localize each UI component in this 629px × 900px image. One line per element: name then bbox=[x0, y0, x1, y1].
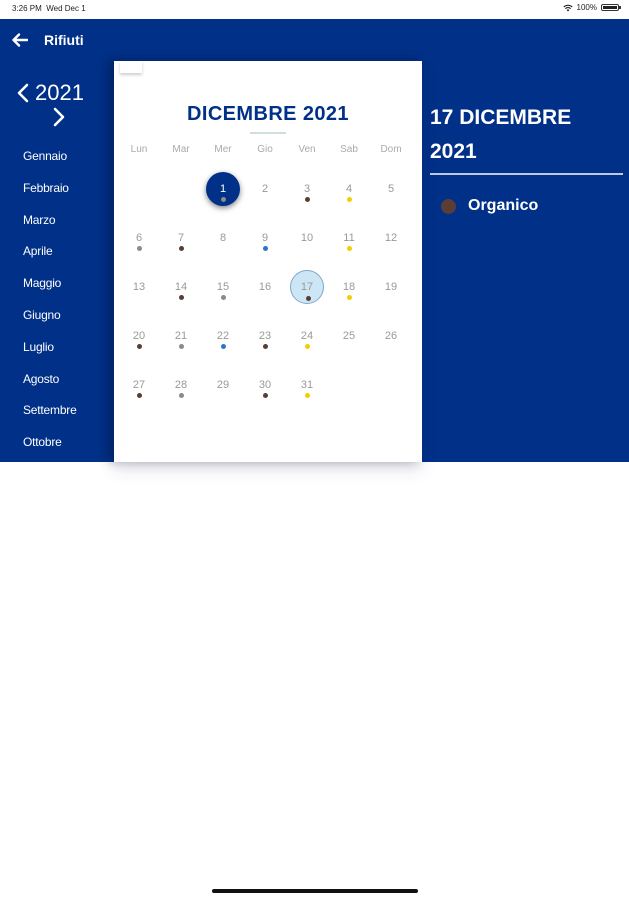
calendar-day[interactable] bbox=[206, 270, 240, 304]
day-number: 2 bbox=[261, 183, 269, 195]
event-item bbox=[441, 197, 538, 215]
calendar-day[interactable] bbox=[164, 221, 198, 255]
day-number: 12 bbox=[384, 232, 398, 244]
waste-collection-dot bbox=[305, 344, 310, 349]
calendar-day[interactable] bbox=[248, 270, 282, 304]
calendar-day[interactable] bbox=[290, 172, 324, 206]
calendar-day[interactable] bbox=[164, 319, 198, 353]
weekday-label: Mer bbox=[214, 144, 232, 155]
weekday-label: Mar bbox=[172, 144, 190, 155]
waste-collection-dot bbox=[179, 344, 184, 349]
month-list bbox=[23, 149, 77, 462]
month-item[interactable]: Maggio bbox=[23, 276, 62, 291]
calendar-day[interactable] bbox=[122, 319, 156, 353]
event-color-dot bbox=[441, 199, 456, 214]
detail-date-day-month: 17 DICEMBRE bbox=[430, 106, 572, 129]
day-detail-panel bbox=[430, 61, 629, 462]
calendar-day[interactable] bbox=[374, 221, 408, 255]
battery-percent: 100% bbox=[576, 3, 597, 12]
calendar-title: DICEMBRE 2021 bbox=[187, 103, 349, 125]
calendar-day[interactable] bbox=[332, 221, 366, 255]
weekday-label: Dom bbox=[380, 144, 402, 155]
calendar-card bbox=[114, 61, 422, 462]
home-indicator bbox=[212, 889, 418, 893]
day-number: 25 bbox=[342, 330, 356, 342]
day-number: 5 bbox=[387, 183, 395, 195]
waste-collection-dot bbox=[137, 393, 142, 398]
calendar-day[interactable] bbox=[248, 368, 282, 402]
day-number: 27 bbox=[132, 379, 146, 391]
day-number: 1 bbox=[219, 183, 227, 195]
waste-collection-dot bbox=[263, 393, 268, 398]
waste-collection-dot bbox=[137, 344, 142, 349]
waste-collection-dot bbox=[305, 197, 310, 202]
main-content bbox=[0, 61, 629, 462]
month-item[interactable]: Giugno bbox=[23, 307, 61, 322]
calendar-day[interactable] bbox=[374, 270, 408, 304]
calendar-day[interactable] bbox=[206, 172, 240, 206]
battery-icon bbox=[601, 4, 619, 11]
waste-collection-dot bbox=[179, 246, 184, 251]
day-number: 10 bbox=[300, 232, 314, 244]
day-number: 9 bbox=[261, 232, 269, 244]
day-number: 19 bbox=[384, 281, 398, 293]
card-tab bbox=[120, 61, 142, 73]
day-number: 11 bbox=[343, 232, 355, 244]
day-number: 20 bbox=[132, 330, 146, 342]
back-button[interactable] bbox=[4, 24, 36, 56]
waste-collection-dot bbox=[137, 246, 142, 251]
calendar-day[interactable] bbox=[248, 172, 282, 206]
month-item[interactable]: Ottobre bbox=[23, 435, 62, 450]
waste-collection-dot bbox=[347, 295, 352, 300]
day-number: 24 bbox=[300, 330, 314, 342]
calendar-day[interactable] bbox=[374, 319, 408, 353]
calendar-day[interactable] bbox=[206, 368, 240, 402]
weekday-label: Lun bbox=[130, 144, 148, 155]
day-number: 7 bbox=[177, 232, 185, 244]
calendar-day[interactable] bbox=[332, 172, 366, 206]
page-title: Rifiuti bbox=[44, 32, 84, 48]
year-label: 2021 bbox=[35, 80, 84, 105]
detail-date bbox=[430, 101, 571, 169]
waste-collection-dot bbox=[221, 197, 226, 202]
calendar-day[interactable] bbox=[332, 270, 366, 304]
month-item[interactable]: Settembre bbox=[23, 403, 77, 418]
detail-divider bbox=[430, 173, 623, 175]
waste-collection-dot bbox=[306, 296, 311, 301]
weekday-label: Ven bbox=[298, 144, 316, 155]
calendar-day[interactable] bbox=[332, 319, 366, 353]
waste-collection-dot bbox=[347, 197, 352, 202]
chevron-right-icon[interactable] bbox=[52, 107, 66, 127]
calendar-day[interactable] bbox=[374, 172, 408, 206]
status-right bbox=[563, 3, 619, 12]
calendar-day[interactable] bbox=[290, 319, 324, 353]
waste-collection-dot bbox=[221, 344, 226, 349]
month-item[interactable]: Agosto bbox=[23, 371, 60, 386]
calendar-day[interactable] bbox=[122, 270, 156, 304]
month-item[interactable]: Gennaio bbox=[23, 149, 67, 163]
calendar-day[interactable] bbox=[164, 368, 198, 402]
year-selector bbox=[16, 80, 84, 106]
calendar-day[interactable] bbox=[290, 270, 324, 304]
waste-collection-dot bbox=[263, 344, 268, 349]
day-number: 23 bbox=[258, 330, 272, 342]
day-number: 4 bbox=[345, 183, 353, 195]
day-number: 21 bbox=[174, 330, 188, 342]
month-item[interactable]: Luglio bbox=[23, 339, 54, 354]
day-number: 6 bbox=[135, 232, 143, 244]
day-number: 18 bbox=[342, 281, 356, 293]
navigation-bar bbox=[0, 19, 629, 61]
day-number: 17 bbox=[300, 281, 314, 293]
day-number: 15 bbox=[216, 281, 230, 293]
chevron-left-icon[interactable] bbox=[16, 83, 30, 103]
calendar-day[interactable] bbox=[290, 221, 324, 255]
waste-collection-dot bbox=[263, 246, 268, 251]
day-number: 3 bbox=[303, 183, 311, 195]
waste-collection-dot bbox=[221, 295, 226, 300]
title-underline bbox=[250, 132, 286, 134]
day-number: 8 bbox=[219, 232, 227, 244]
waste-collection-dot bbox=[305, 393, 310, 398]
day-number: 14 bbox=[174, 281, 188, 293]
calendar-day[interactable] bbox=[122, 368, 156, 402]
arrow-left-icon bbox=[12, 33, 28, 47]
month-item[interactable]: Marzo bbox=[23, 212, 56, 227]
day-number: 26 bbox=[384, 330, 398, 342]
day-number: 29 bbox=[216, 379, 230, 391]
month-item[interactable]: Febbraio bbox=[23, 180, 69, 195]
calendar-day[interactable] bbox=[164, 270, 198, 304]
day-number: 31 bbox=[300, 379, 314, 391]
calendar-day[interactable] bbox=[122, 221, 156, 255]
day-number: 22 bbox=[216, 330, 230, 342]
calendar-day[interactable] bbox=[248, 319, 282, 353]
weekday-label: Sab bbox=[340, 144, 358, 155]
calendar-day[interactable] bbox=[206, 319, 240, 353]
wifi-icon bbox=[563, 4, 573, 12]
detail-date-year: 2021 bbox=[430, 140, 477, 163]
weekday-label: Gio bbox=[257, 144, 273, 155]
day-number: 16 bbox=[258, 281, 272, 293]
day-number: 30 bbox=[258, 379, 272, 391]
day-number: 13 bbox=[132, 281, 146, 293]
waste-collection-dot bbox=[179, 393, 184, 398]
month-item[interactable]: Aprile bbox=[23, 244, 53, 259]
calendar-day[interactable] bbox=[248, 221, 282, 255]
day-number: 28 bbox=[174, 379, 188, 391]
event-label: Organico bbox=[468, 197, 539, 214]
status-bar bbox=[0, 0, 629, 19]
waste-collection-dot bbox=[179, 295, 184, 300]
calendar-day[interactable] bbox=[290, 368, 324, 402]
waste-collection-dot bbox=[347, 246, 352, 251]
status-time-date: 3:26 PM Wed Dec 1 bbox=[12, 4, 86, 13]
calendar-day[interactable] bbox=[206, 221, 240, 255]
month-sidebar bbox=[0, 61, 113, 462]
